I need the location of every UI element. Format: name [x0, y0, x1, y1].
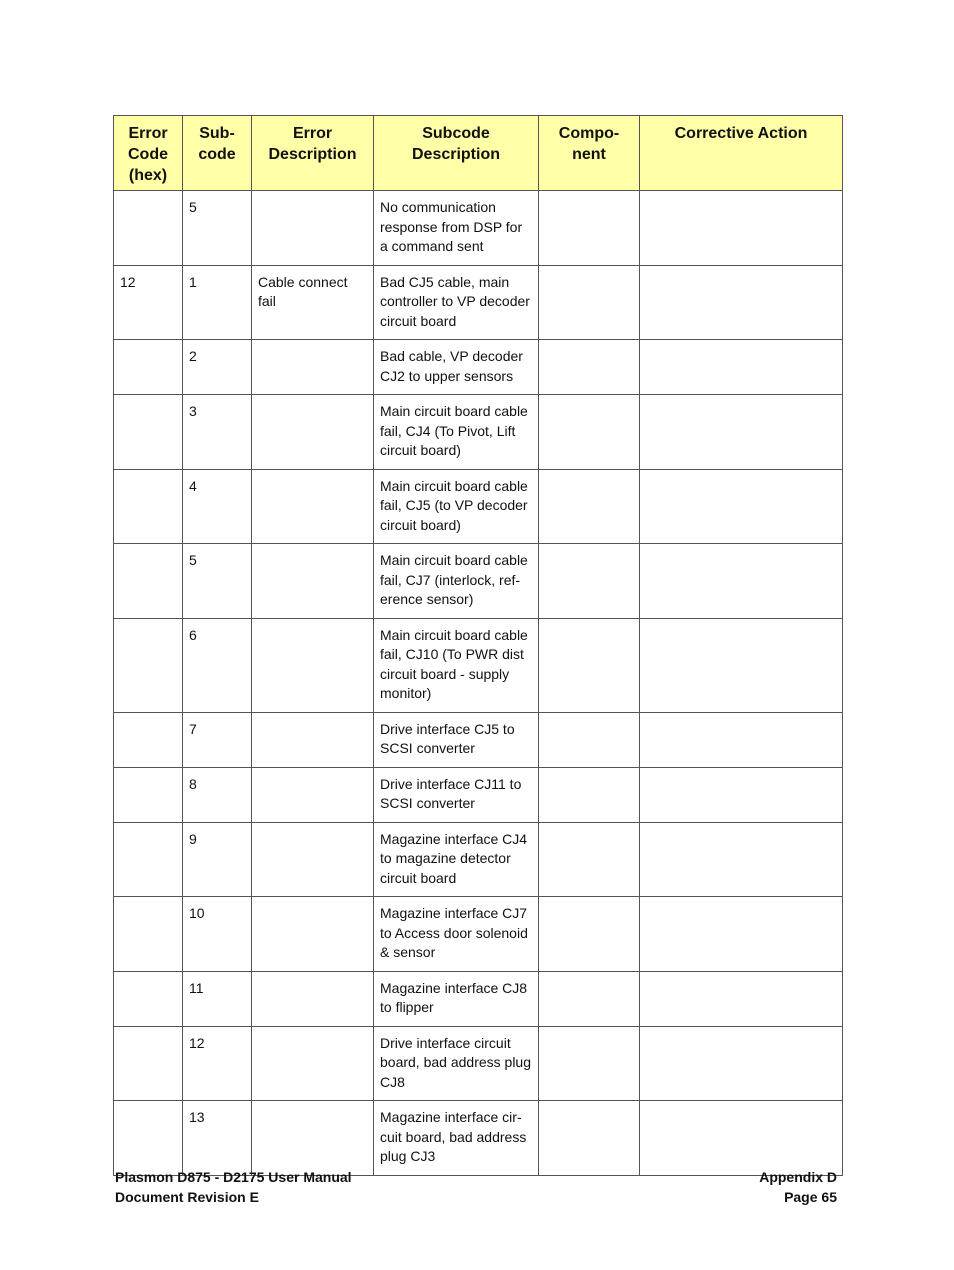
subcode-cell: 8: [183, 767, 252, 822]
error-code-cell: [114, 618, 183, 712]
subcode-cell: 11: [183, 971, 252, 1026]
error-code-table: [113, 115, 843, 1176]
component-cell: [539, 340, 640, 395]
subcode-cell: 12: [183, 1026, 252, 1101]
table-row: [114, 395, 843, 470]
subcode-cell: 1: [183, 265, 252, 340]
subcode-description-cell: No communication response from DSP for a command sent: [374, 191, 539, 266]
subcode-description-cell: Bad CJ5 cable, main controller to VP decoder circuit board: [374, 265, 539, 340]
error-description-cell: [252, 767, 374, 822]
document-revision: Document Revision E: [115, 1188, 259, 1205]
subcode-description-cell: Magazine interface CJ8 to flipper: [374, 971, 539, 1026]
error-description-cell: [252, 1101, 374, 1176]
error-description-cell: Cable connect fail: [252, 265, 374, 340]
header-corrective-action: [640, 116, 843, 191]
corrective-action-cell: [640, 1026, 843, 1101]
table-row: [114, 265, 843, 340]
subcode-cell: 4: [183, 469, 252, 544]
header-subcode-label: Sub- code: [198, 125, 236, 163]
header-subcode-description-label: Subcode Description: [411, 125, 500, 163]
error-description-cell: [252, 712, 374, 767]
subcode-description-cell: Main circuit board cable fail, CJ7 (interlock, ref-erence sensor): [374, 544, 539, 619]
subcode-description-cell: Bad cable, VP decoder CJ2 to upper sensors: [374, 340, 539, 395]
component-cell: [539, 191, 640, 266]
error-description-cell: [252, 971, 374, 1026]
error-description-cell: [252, 469, 374, 544]
corrective-action-cell: [640, 897, 843, 972]
header-error-code: [114, 116, 183, 191]
component-cell: [539, 767, 640, 822]
table-row: [114, 897, 843, 972]
table-header-row: [114, 116, 843, 191]
subcode-description-cell: Magazine interface CJ7 to Access door solenoid & sensor: [374, 897, 539, 972]
error-code-cell: 12: [114, 265, 183, 340]
table-row: [114, 712, 843, 767]
table-row: [114, 1026, 843, 1101]
corrective-action-cell: [640, 1101, 843, 1176]
header-component-label: Compo- nent: [558, 125, 620, 163]
table-body: [114, 191, 843, 1176]
corrective-action-cell: [640, 712, 843, 767]
corrective-action-cell: [640, 191, 843, 266]
page-number: Page 65: [784, 1188, 837, 1205]
error-code-cell: [114, 1101, 183, 1176]
subcode-cell: 5: [183, 191, 252, 266]
error-code-cell: [114, 544, 183, 619]
header-error-code-label: Error Code (hex): [128, 125, 168, 184]
subcode-description-cell: Drive interface circuit board, bad address plug CJ8: [374, 1026, 539, 1101]
component-cell: [539, 897, 640, 972]
table-row: [114, 971, 843, 1026]
subcode-cell: 13: [183, 1101, 252, 1176]
header-subcode: [183, 116, 252, 191]
error-code-cell: [114, 395, 183, 470]
component-cell: [539, 822, 640, 897]
header-error-description: [252, 116, 374, 191]
header-component: [539, 116, 640, 191]
manual-title: Plasmon D875 - D2175 User Manual: [115, 1169, 352, 1185]
corrective-action-cell: [640, 618, 843, 712]
error-description-cell: [252, 1026, 374, 1101]
subcode-cell: 2: [183, 340, 252, 395]
error-description-cell: [252, 544, 374, 619]
error-code-cell: [114, 767, 183, 822]
error-code-cell: [114, 1026, 183, 1101]
error-code-cell: [114, 340, 183, 395]
subcode-cell: 9: [183, 822, 252, 897]
subcode-cell: 7: [183, 712, 252, 767]
error-description-cell: [252, 395, 374, 470]
footer-right: [759, 1168, 837, 1207]
table-row: [114, 191, 843, 266]
subcode-description-cell: Main circuit board cable fail, CJ4 (To Pivot, Lift circuit board): [374, 395, 539, 470]
corrective-action-cell: [640, 822, 843, 897]
component-cell: [539, 1026, 640, 1101]
error-description-cell: [252, 191, 374, 266]
subcode-cell: 6: [183, 618, 252, 712]
appendix-label: Appendix D: [759, 1169, 837, 1185]
component-cell: [539, 544, 640, 619]
subcode-cell: 5: [183, 544, 252, 619]
subcode-cell: 3: [183, 395, 252, 470]
component-cell: [539, 971, 640, 1026]
error-code-cell: [114, 971, 183, 1026]
table-row: [114, 767, 843, 822]
corrective-action-cell: [640, 469, 843, 544]
component-cell: [539, 1101, 640, 1176]
error-description-cell: [252, 618, 374, 712]
subcode-cell: 10: [183, 897, 252, 972]
component-cell: [539, 395, 640, 470]
subcode-description-cell: Magazine interface CJ4 to magazine detector circuit board: [374, 822, 539, 897]
corrective-action-cell: [640, 767, 843, 822]
error-code-cell: [114, 897, 183, 972]
component-cell: [539, 712, 640, 767]
table-row: [114, 1101, 843, 1176]
component-cell: [539, 618, 640, 712]
error-description-cell: [252, 822, 374, 897]
corrective-action-cell: [640, 544, 843, 619]
footer-left: [115, 1168, 352, 1207]
table-row: [114, 469, 843, 544]
component-cell: [539, 265, 640, 340]
error-code-cell: [114, 469, 183, 544]
subcode-description-cell: Drive interface CJ11 to SCSI converter: [374, 767, 539, 822]
corrective-action-cell: [640, 265, 843, 340]
subcode-description-cell: Magazine interface cir-cuit board, bad address plug CJ3: [374, 1101, 539, 1176]
table-row: [114, 618, 843, 712]
table-row: [114, 822, 843, 897]
table-row: [114, 544, 843, 619]
error-code-cell: [114, 191, 183, 266]
error-code-cell: [114, 712, 183, 767]
corrective-action-cell: [640, 971, 843, 1026]
subcode-description-cell: Drive interface CJ5 to SCSI converter: [374, 712, 539, 767]
error-description-cell: [252, 340, 374, 395]
corrective-action-cell: [640, 395, 843, 470]
header-subcode-description: [374, 116, 539, 191]
subcode-description-cell: Main circuit board cable fail, CJ10 (To PWR dist circuit board - supply monitor): [374, 618, 539, 712]
error-code-cell: [114, 822, 183, 897]
table-row: [114, 340, 843, 395]
header-corrective-action-label: Corrective Action: [674, 125, 808, 142]
error-description-cell: [252, 897, 374, 972]
component-cell: [539, 469, 640, 544]
corrective-action-cell: [640, 340, 843, 395]
header-error-description-label: Error Description: [268, 125, 357, 163]
subcode-description-cell: Main circuit board cable fail, CJ5 (to VP decoder circuit board): [374, 469, 539, 544]
